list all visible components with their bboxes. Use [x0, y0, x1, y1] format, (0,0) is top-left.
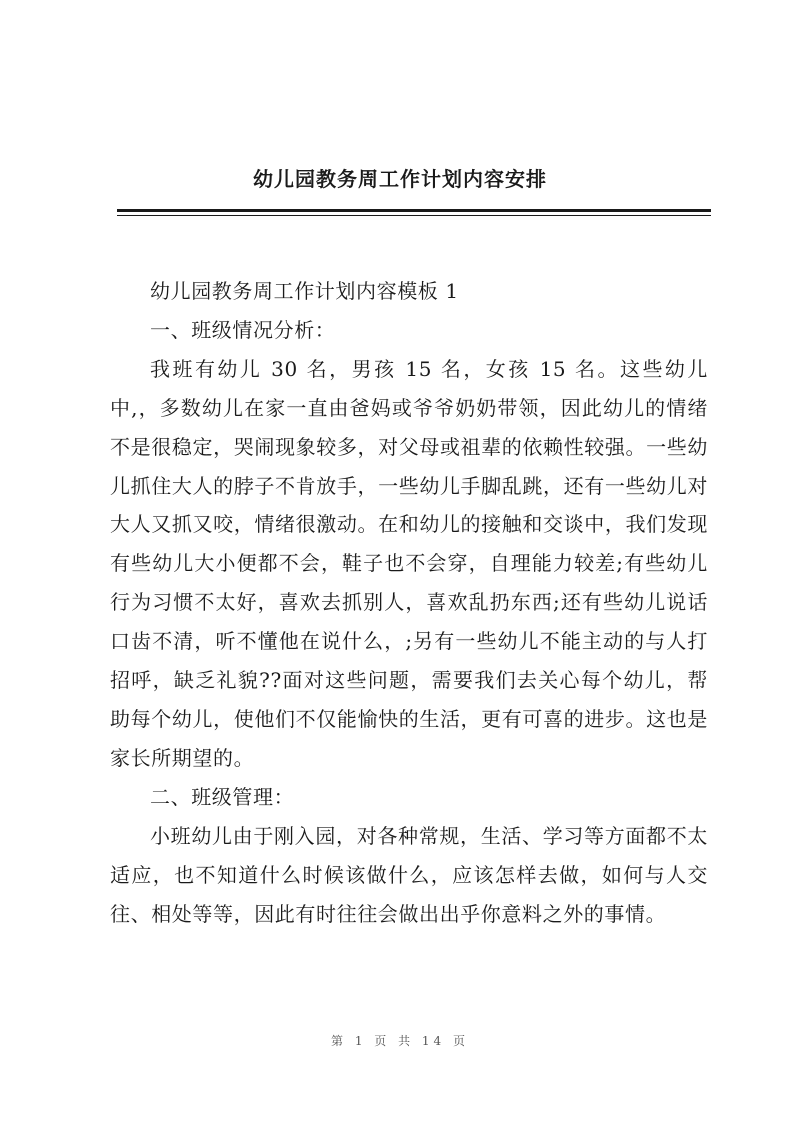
page-footer: 第 1 页 共 14 页 — [331, 1034, 469, 1048]
title-rule — [117, 209, 711, 212]
title-rule-thin — [117, 215, 711, 216]
paragraph-template-heading: 幼儿园教务周工作计划内容模板 1 — [150, 279, 459, 303]
paragraph-section-heading-1: 一、班级情况分析： — [150, 317, 336, 342]
paragraph-class-management: 小班幼儿由于刚入园，对各种常规，生活、学习等方面都不太适应，也不知道什么时候该做什么，应该怎样去做，如何与人交往、相处等等，因此有时往往会做出出乎你意料之外的事情。 — [110, 823, 708, 926]
paragraph-class-analysis: 我班有幼儿 30 名，男孩 15 名，女孩 15 名。这些幼儿中,，多数幼儿在家一直由爸妈或爷爷奶奶带领，因此幼儿的情绪不是很稳定，哭闹现象较多，对父母或祖辈的依赖性较强。一些幼儿抓住大人的脖子不肯放手，一些幼儿手脚乱跳，还有一些幼儿对大人又抓又咬，情绪很激动。在和幼儿的接触和交谈中，我们发现有些幼儿大小便都不会，鞋子也不会穿，自理能力较差;有些幼儿行为习惯不太好，喜欢去抓别人，喜欢乱扔东西;还有些幼儿说话口齿不清，听不懂他在说什么，;另有一些幼儿不能主动的与人打招呼，缺乏礼貌??面对这些问题，需要我们去关心每个幼儿，帮助每个幼儿，使他们不仅能愉快的生活，更有可喜的进步。这也是家长所期望的。 — [110, 356, 708, 770]
document-body — [110, 272, 708, 933]
paragraph-section-heading-2: 二、班级管理： — [150, 784, 295, 809]
page-title: 幼儿园教务周工作计划内容安排 — [253, 167, 547, 191]
